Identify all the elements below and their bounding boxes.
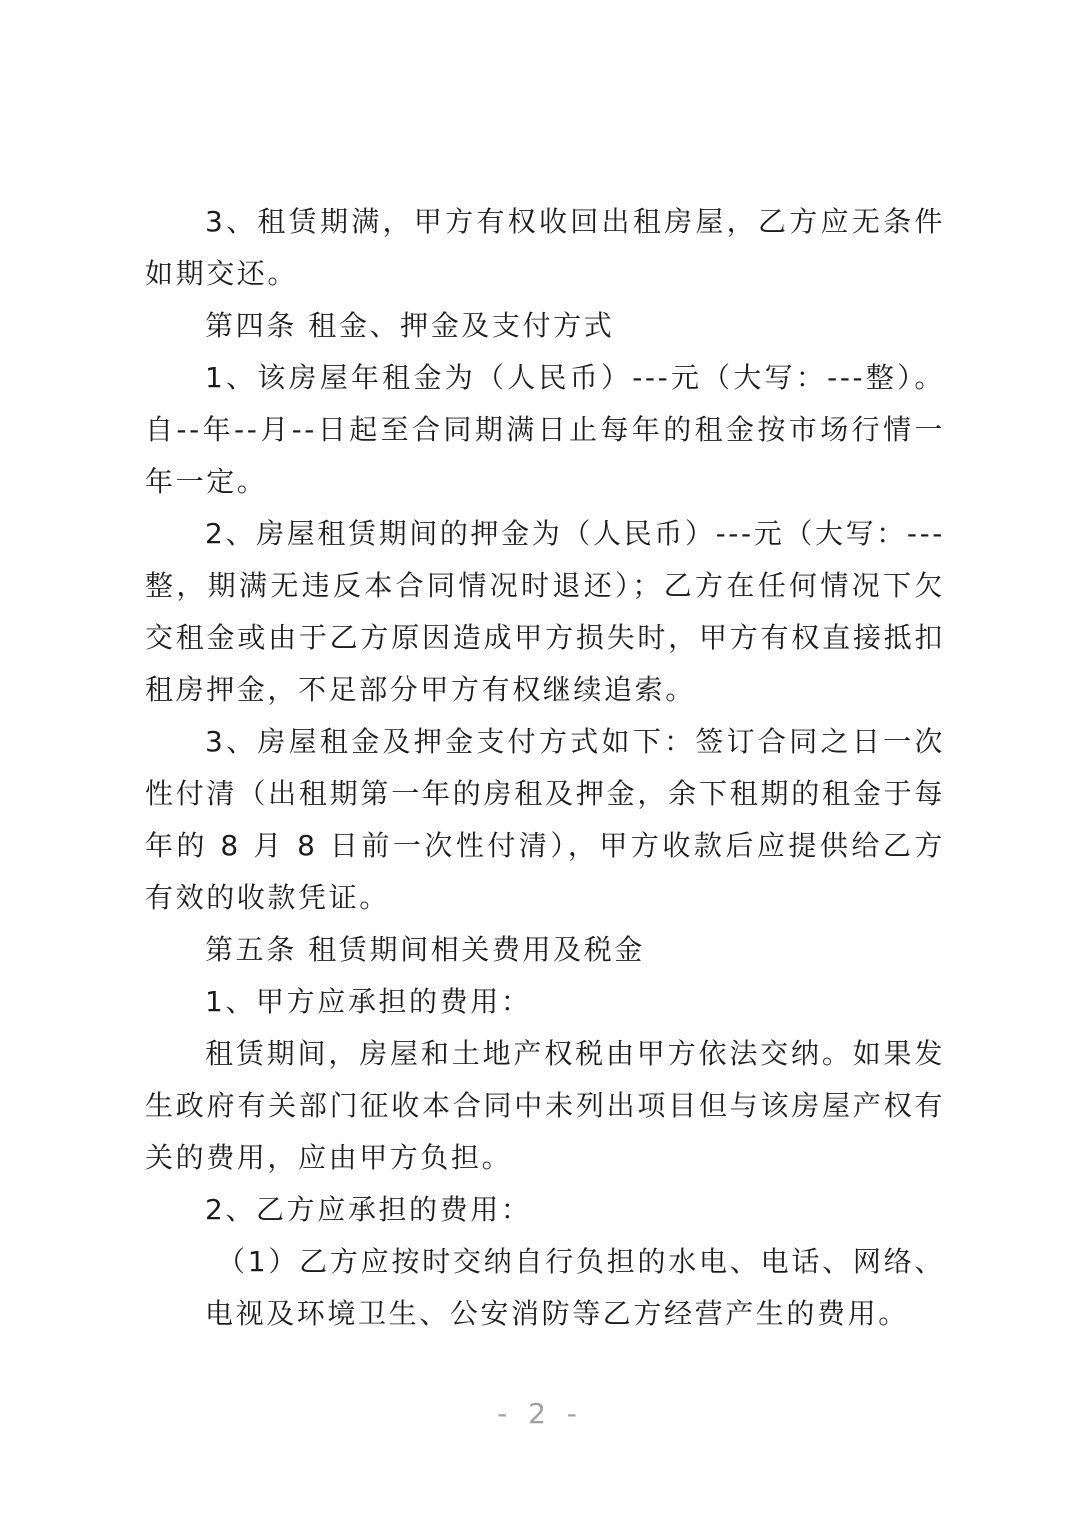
party-a-costs-heading: 1、甲方应承担的费用： xyxy=(205,985,532,1018)
payment-method-paragraph: 3、房屋租金及押金支付方式如下：签订合同之日一次性付清（出租期第一年的房租及押金，余下租期的租金于每年的 8 月 8 日前一次性付清），甲方收款后应提供给乙方有效的收款凭证。 xyxy=(145,725,945,914)
deposit-paragraph: 2、房屋租赁期间的押金为（人民币）---元（大写：---整，期满无违反本合同情况时退还）；乙方在任何情况下欠交租金或由于乙方原因造成甲方损失时，甲方有权直接抵扣租房押金，不足部分甲方有权继续追索。 xyxy=(145,517,945,706)
clause-3-paragraph: 3、租赁期满，甲方有权收回出租房屋，乙方应无条件如期交还。 xyxy=(145,205,945,290)
party-b-costs-heading: 2、乙方应承担的费用： xyxy=(205,1193,532,1226)
document-body xyxy=(145,196,945,1340)
page-number: - 2 - xyxy=(497,1397,583,1430)
party-b-costs-item-1: （1）乙方应按时交纳自行负担的水电、电话、网络、电视及环境卫生、公安消防等乙方经营产生的费用。 xyxy=(205,1245,945,1330)
party-a-costs-paragraph: 租赁期间，房屋和土地产权税由甲方依法交纳。如果发生政府有关部门征收本合同中未列出项目但与该房屋产权有关的费用，应由甲方负担。 xyxy=(145,1037,945,1174)
rent-amount-paragraph: 1、该房屋年租金为（人民币）---元（大写：---整）。自--年--月--日起至合同期满日止每年的租金按市场行情一年一定。 xyxy=(145,361,945,498)
article-4-heading: 第四条 租金、押金及支付方式 xyxy=(205,309,615,342)
article-5-heading: 第五条 租赁期间相关费用及税金 xyxy=(205,933,645,966)
